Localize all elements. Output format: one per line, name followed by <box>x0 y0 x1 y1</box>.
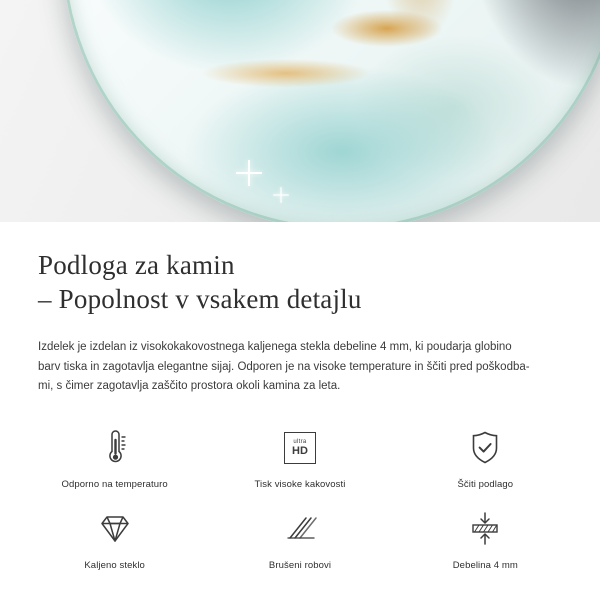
feature-label: Brušeni robovi <box>268 559 332 571</box>
diamond-icon <box>95 506 135 552</box>
feature-item <box>207 425 392 490</box>
plate-artwork <box>62 0 600 222</box>
feature-item <box>393 425 578 490</box>
feature-label: Ščiti podlago <box>457 478 514 490</box>
badge-main-text: HD <box>292 444 308 457</box>
polished-edges-icon <box>281 506 319 552</box>
thickness-arrows-icon <box>465 506 505 552</box>
feature-item <box>207 506 392 571</box>
thermometer-icon <box>98 425 132 471</box>
description-line-1: Izdelek je izdelan iz visokokakovostnega kaljenega stekla debeline 4 mm, ki poudarja globino <box>38 341 512 353</box>
description-line-2: barv tiska in zagotavlja elegantne sijaj. Odporen je na visoke temperature in ščiti pred poškodba- <box>38 360 530 373</box>
content-block <box>0 222 600 397</box>
feature-item <box>22 506 207 571</box>
description-line-3: mi, s čimer zagotavlja zaščito prostora okoli kamina za leta. <box>38 380 341 392</box>
ultra-hd-icon <box>284 425 316 471</box>
feature-item <box>393 506 578 571</box>
feature-label: Kaljeno steklo <box>84 559 145 571</box>
title-line-2: – Popolnost v vsakem detajlu <box>38 284 362 314</box>
feature-item <box>22 425 207 490</box>
feature-label: Tisk visoke kakovosti <box>254 478 346 490</box>
hero-image <box>0 0 600 222</box>
feature-label: Debelina 4 mm <box>452 559 518 571</box>
badge-top-text: ultra <box>293 438 307 445</box>
feature-label: Odporno na temperaturo <box>61 478 168 490</box>
title-line-1: Podloga za kamin <box>38 250 235 280</box>
feature-grid <box>0 425 600 571</box>
shield-check-icon <box>467 425 503 471</box>
description-text <box>38 338 562 397</box>
product-glass-plate <box>62 0 600 222</box>
page-title <box>38 248 562 316</box>
